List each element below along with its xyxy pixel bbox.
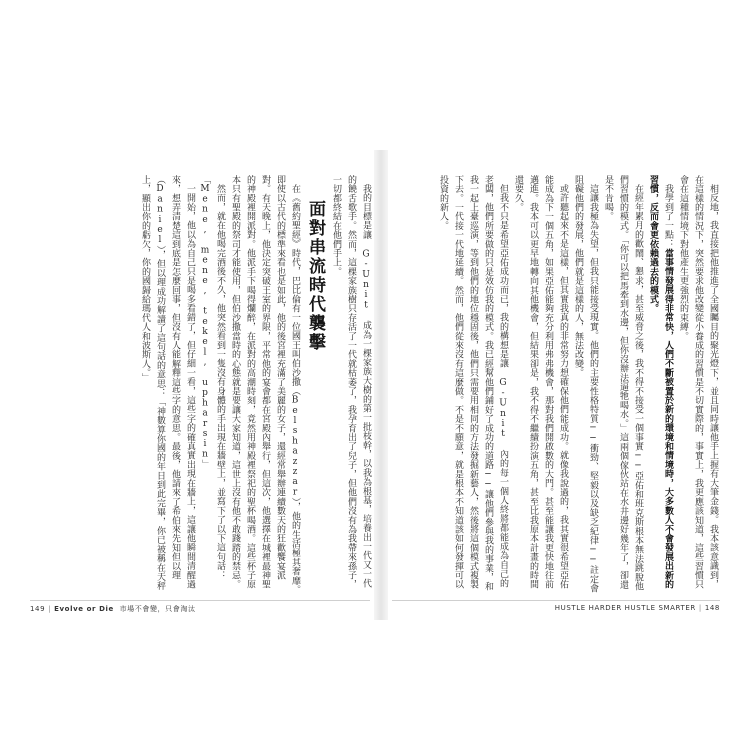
footer-right	[555, 604, 720, 612]
left-page-text	[30, 175, 373, 595]
paragraph: 在經年累月的歡鬧、懇求，甚至威脅之後，我不得不接受一個事實──亞佑和班克斯根本無法跳脫他們習慣的模式。「你可以把馬牽到水邊，但你沒辦法逼牠喝水。」這兩個傢伙站在水井邊好幾年了，卻還是不肯喝。	[603, 175, 643, 591]
paragraph-key-lesson	[645, 175, 675, 595]
paragraph: 然而，就在他喝完酒後不久，他突然看到一隻沒有身體的手出現在牆壁上，並寫下了以下這句話：「Mene, mene, tekel, upharsin」	[200, 175, 225, 580]
book-gutter	[374, 150, 388, 620]
book-title: Evolve or Die	[54, 605, 114, 613]
right-page-text	[392, 175, 720, 595]
footer-rule-right	[392, 600, 720, 601]
paragraph: 但我不只是希望亞佑成功而已，我的構想是讓 G-Unit 內的每一個人終將都能成為自己的老闆，他們所要做的只是效仿我的模式。我已經幫他們鋪好了成功的道路──讓他們參與我的事業，和我一起上臺巡演，等到他們的地位穩固後，他們只需要用相同的方法發掘新藝人，然後將這個模式複製下去。一代接一代地延續。然而，他們從來沒有這麼做。不是不願意，就是根本不知道該如何發揮可以投資的新人。	[438, 175, 508, 591]
book-subtitle: 市場不會變，只會淘汰	[119, 605, 196, 613]
paragraph: 這讓我極為失望，但我只能接受現實。他們的主要性格特質──衝勁、堅毅以及缺乏紀律──註定會阻礙他們的發展，他們就是這樣的人，無法改變。	[573, 175, 598, 593]
separator: |	[48, 605, 52, 613]
section-heading: 面對串流時代襲擊	[305, 200, 325, 352]
series-title: HUSTLE HARDER HUSTLE SMARTER	[554, 604, 696, 612]
separator: |	[698, 604, 702, 612]
paragraph: 我的目標是讓 G-Unit 成為一棵家族大樹的第一批枝幹，以我為根基，培養出一代又一代的饒舌歌手。然而，這棵家族樹只存活了一代就枯萎了，我孕育出了兒子，但他們沒有為我帶來孫子，一切都終結在他們手上。	[331, 175, 371, 589]
right-page	[392, 175, 720, 595]
paragraph: 相反地，我直接把他推進了全國矚目的聚光燈下，並且同時讓他手上握有大筆金錢。我本該意識到，在這樣的情況下，突然要求他改變從小養成的習慣是不切實際的，事實上，我更應該知道，這些習慣只會在這種情境下對他產生更強烈的束縛。	[678, 175, 718, 589]
paragraph: 一開始，他以為自己只是喝多看錯了，但仔細一看，這些字的確真實出現在牆上，這讓他瞬間清醒過來，想弄清楚這到底是怎麼回事，但沒有人能解釋這些字的意思。最後，他請來了希伯來先知但以理（Daniel），但以理成功解讀了這句話的意思：「神數算你國的年日到此完畢，你已被稱在天秤上，顯出你的虧欠，你的國歸給瑪代人和波斯人。」	[140, 175, 195, 591]
page-number: 148	[704, 604, 720, 612]
footer-left	[30, 604, 196, 614]
page-number: 149	[30, 605, 46, 613]
paragraph: 或許聽起來不是這樣，但其實我真的非常努力想確保他們能成功。就像我說過的，我其實很希望亞佑能成為下一個五角，如果亞佑能夠充分利用弗弗機會，那對我們開啟數的大門。甚至能讓我更快地往前邁進。我本可以更早地轉向其他機會，但結果卻是，我不得不繼續扮演五角，甚至比我原本計畫的時間還要久。	[513, 175, 568, 589]
paragraph: 在《舊約聖經》時代，巴比倫有一位國王叫伯沙撒（Belshazzar），他的生活極其奢靡。即使以古代的標準來看也是如此，他的後宮裡充滿了美麗的女子，還經常舉辦連續數天的狂歡饗宴派對。有天晚上，他決定突破王室的界限，平常他的宴會都在宮殿內舉行，但這次，他選擇在城裡最神聖的神殿裡開派對。他派手下喝得爛醉，在派對的高潮時刻，竟然用神殿裡祭祀的聖杯喝酒。這些杯子原本只有聖殿的祭司才能使用，但伯沙撒當時的心態就是要讓大家知道，這世上沒有他不敢踐踏的禁忌。	[230, 175, 300, 595]
footer-rule-left	[30, 600, 370, 601]
left-page	[30, 175, 373, 595]
lesson-lead: 我學到了一點：	[663, 184, 673, 249]
lesson-bold: 當事情發展得非常快，人們不斷被置於新的環境和情境時，大多數人不會發展出新的習慣，反而會更依賴過去的模式。	[648, 175, 673, 589]
